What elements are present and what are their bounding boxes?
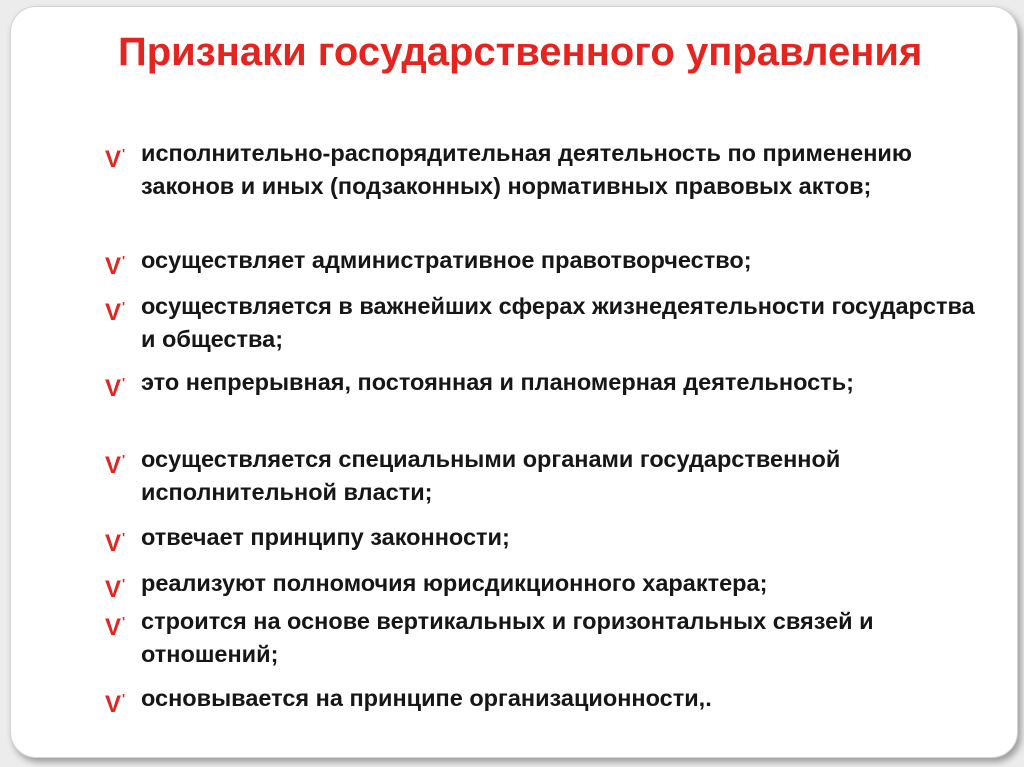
list-item <box>105 521 975 557</box>
list-item <box>105 366 975 402</box>
list-item <box>105 682 975 718</box>
list-item-text: исполнительно-распорядительная деятельность по применению законов и иных (подзаконных) нормативных правовых актов; <box>141 140 912 199</box>
checkmark-icon: V' <box>105 299 126 326</box>
list-item-text: основывается на принципе организационности,. <box>141 685 712 711</box>
checkmark-icon: V' <box>105 253 126 280</box>
checkmark-icon: V' <box>105 452 126 479</box>
checkmark-icon: V' <box>105 375 126 402</box>
checkmark-icon: V' <box>105 576 126 603</box>
list-item <box>105 605 975 671</box>
slide <box>10 6 1018 758</box>
slide-title: Признаки государственного управления <box>118 30 923 74</box>
list-item <box>105 567 975 603</box>
checkmark-icon: V' <box>105 530 126 557</box>
list-item-text: отвечает принципу законности; <box>141 524 510 550</box>
list-item-text: осуществляется в важнейших сферах жизнедеятельности государства и общества; <box>141 293 975 352</box>
list-item-text: реализуют полномочия юрисдикционного характера; <box>141 570 768 596</box>
checkmark-icon: V' <box>105 146 126 173</box>
list-item-text: строится на основе вертикальных и горизонтальных связей и отношений; <box>141 608 874 667</box>
checkmark-icon: V' <box>105 691 126 718</box>
list-item-text: это непрерывная, постоянная и планомерная деятельность; <box>141 369 854 395</box>
list-item <box>105 443 975 509</box>
list-item-text: осуществляется специальными органами государственной исполнительной власти; <box>141 446 841 505</box>
list-item <box>105 290 975 356</box>
list-item <box>105 137 975 203</box>
list-item <box>105 244 975 280</box>
list-item-text: осуществляет административное правотворчество; <box>141 247 752 273</box>
checkmark-icon: V' <box>105 614 126 641</box>
